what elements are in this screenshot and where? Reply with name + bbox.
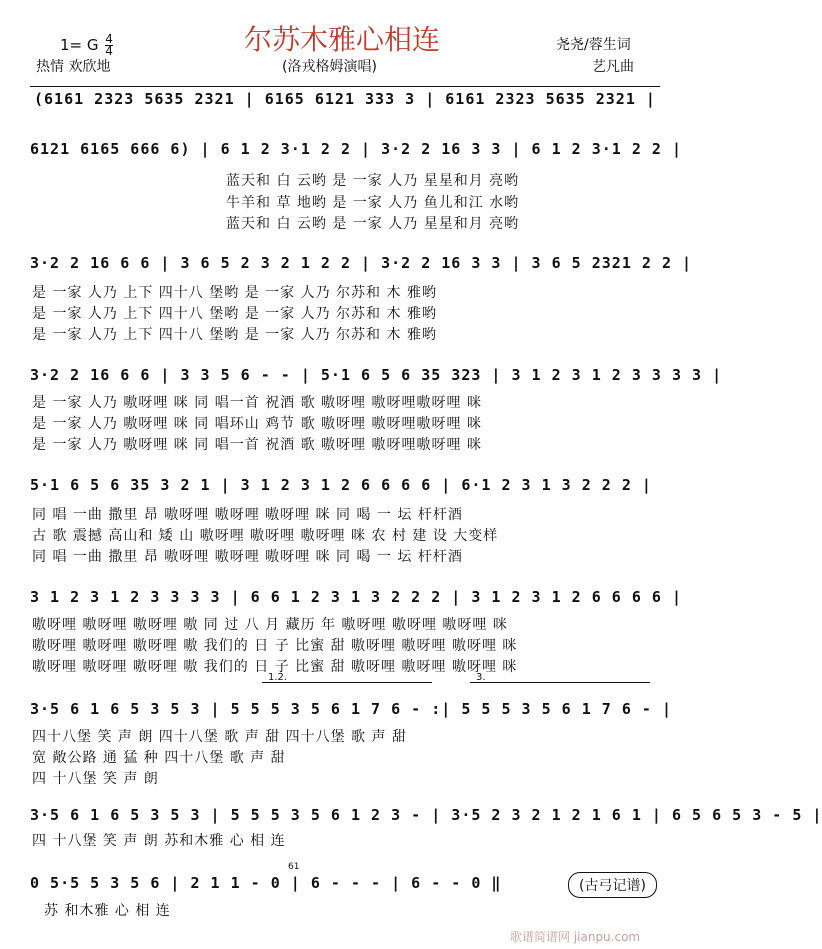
staff-3-lyric-1: 是 一家 人乃 上下 四十八 堡哟 是 一家 人乃 尔苏和 木 雅哟 <box>32 285 437 301</box>
staff-6-lyric-2: 嗷呀哩 嗷呀哩 嗷呀哩 嗷 我们的 日 子 比蜜 甜 嗷呀哩 嗷呀哩 嗷呀哩 咪 <box>32 638 518 654</box>
staff-2-notes: 6121 6165 666 6) | 6 1 2 3·1 2 2 | 3·2 2 16 3 3 | 6 1 2 3·1 2 2 | <box>30 140 682 158</box>
staff-5-lyric-1: 同 唱 一曲 撒里 昂 嗷呀哩 嗷呀哩 嗷呀哩 咪 同 喝 一 坛 杆杆酒 <box>32 507 463 523</box>
staff-6-lyric-3: 嗷呀哩 嗷呀哩 嗷呀哩 嗷 我们的 日 子 比蜜 甜 嗷呀哩 嗷呀哩 嗷呀哩 咪 <box>32 659 518 675</box>
staff-9-notes: 0 5·5 5 3 5 6 | 2 1 1 - 0 | 6 - - - | 6 - - 0 ‖ <box>30 874 502 892</box>
composer: 艺凡曲 <box>592 59 634 75</box>
staff-5-lyric-2: 古 歌 震撼 高山和 矮 山 嗷呀哩 嗷呀哩 嗷呀哩 咪 农 村 建 设 大变样 <box>32 528 499 544</box>
staff-3-lyric-2: 是 一家 人乃 上下 四十八 堡哟 是 一家 人乃 尔苏和 木 雅哟 <box>32 306 437 322</box>
staff-5-lyric-3: 同 唱 一曲 撒里 昂 嗷呀哩 嗷呀哩 嗷呀哩 咪 同 喝 一 坛 杆杆酒 <box>32 549 463 565</box>
volta-1-label: 1.2. <box>268 672 288 683</box>
staff-4-notes: 3·2 2 16 6 6 | 3 3 5 6 - - | 5·1 6 5 6 35 323 | 3 1 2 3 1 2 3 3 3 3 | <box>30 366 723 384</box>
staff-4-lyric-1: 是 一家 人乃 嗷呀哩 咪 同 唱一首 祝酒 歌 嗷呀哩 嗷呀哩嗷呀哩 咪 <box>32 395 482 411</box>
staff-5-notes: 5·1 6 5 6 35 3 2 1 | 3 1 2 3 1 2 6 6 6 6 | 6·1 2 3 1 3 2 2 2 | <box>30 476 652 494</box>
time-top: 4 <box>105 32 113 46</box>
staff-4-lyric-2: 是 一家 人乃 嗷呀哩 咪 同 唱环山 鸡节 歌 嗷呀哩 嗷呀哩嗷呀哩 咪 <box>32 416 482 432</box>
staff-7-notes: 3·5 6 1 6 5 3 5 3 | 5 5 5 3 5 6 1 7 6 - :| 5 5 5 3 5 6 1 7 6 - | <box>30 700 672 718</box>
song-title: 尔苏木雅心相连 <box>243 23 440 56</box>
staff-3-lyric-3: 是 一家 人乃 上下 四十八 堡哟 是 一家 人乃 尔苏和 木 雅哟 <box>32 327 437 343</box>
volta-2-bracket <box>470 682 650 683</box>
staff-8-notes: 3·5 6 1 6 5 3 5 3 | 5 5 5 3 5 6 1 2 3 - | 3·5 2 3 2 1 2 1 6 1 | 6 5 6 5 3 - 5 | <box>30 806 822 824</box>
staff-8-lyric-1: 四 十八堡 笑 声 朗 苏和木雅 心 相 连 <box>32 833 286 849</box>
transcriber-badge: (古弓记谱) <box>568 872 657 898</box>
staff-6-notes: 3 1 2 3 1 2 3 3 3 3 | 6 6 1 2 3 1 3 2 2 2 | 3 1 2 3 1 2 6 6 6 6 | <box>30 588 682 606</box>
staff-7-lyric-1: 四十八堡 笑 声 朗 四十八堡 歌 声 甜 四十八堡 歌 声 甜 <box>32 729 407 745</box>
staff-2-lyric-1: 蓝天和 白 云哟 是 一家 人乃 星星和月 亮哟 <box>226 173 520 189</box>
time-signature <box>105 34 113 57</box>
staff-1-top-rule <box>30 86 660 87</box>
key-signature: 1= G <box>60 36 99 54</box>
lyricist: 尧尧/蓉生词 <box>556 37 631 53</box>
staff-9-lyric-1: 苏 和木雅 心 相 连 <box>44 903 171 919</box>
key-meter <box>60 34 113 57</box>
staff-4-lyric-3: 是 一家 人乃 嗷呀哩 咪 同 唱一首 祝酒 歌 嗷呀哩 嗷呀哩嗷呀哩 咪 <box>32 437 482 453</box>
staff-2-lyric-3: 蓝天和 白 云哟 是 一家 人乃 星星和月 亮哟 <box>226 216 520 232</box>
volta-2-label: 3. <box>476 672 486 683</box>
staff-3-notes: 3·2 2 16 6 6 | 3 6 5 2 3 2 1 2 2 | 3·2 2 16 3 3 | 3 6 5 2321 2 2 | <box>30 254 693 272</box>
staff-7-lyric-3: 四 十八堡 笑 声 朗 <box>32 771 159 787</box>
grace-notes: 61 <box>288 862 300 872</box>
staff-1-notes: (6161 2323 5635 2321 | 6165 6121 333 3 | 6161 2323 5635 2321 | <box>34 90 656 108</box>
staff-7-lyric-2: 宽 敞公路 通 猛 种 四十八堡 歌 声 甜 <box>32 750 286 766</box>
staff-6-lyric-1: 嗷呀哩 嗷呀哩 嗷呀哩 嗷 同 过 八 月 藏历 年 嗷呀哩 嗷呀哩 嗷呀哩 咪 <box>32 617 508 633</box>
watermark: 歌谱简谱网 jianpu.com <box>510 930 641 944</box>
time-bottom: 4 <box>105 44 113 58</box>
tempo-mood: 热情 欢欣地 <box>36 59 111 75</box>
performer: (洛戎格姆演唱) <box>282 59 377 75</box>
staff-2-lyric-2: 牛羊和 草 地哟 是 一家 人乃 鱼儿和江 水哟 <box>226 195 520 211</box>
volta-1-bracket <box>262 682 432 683</box>
